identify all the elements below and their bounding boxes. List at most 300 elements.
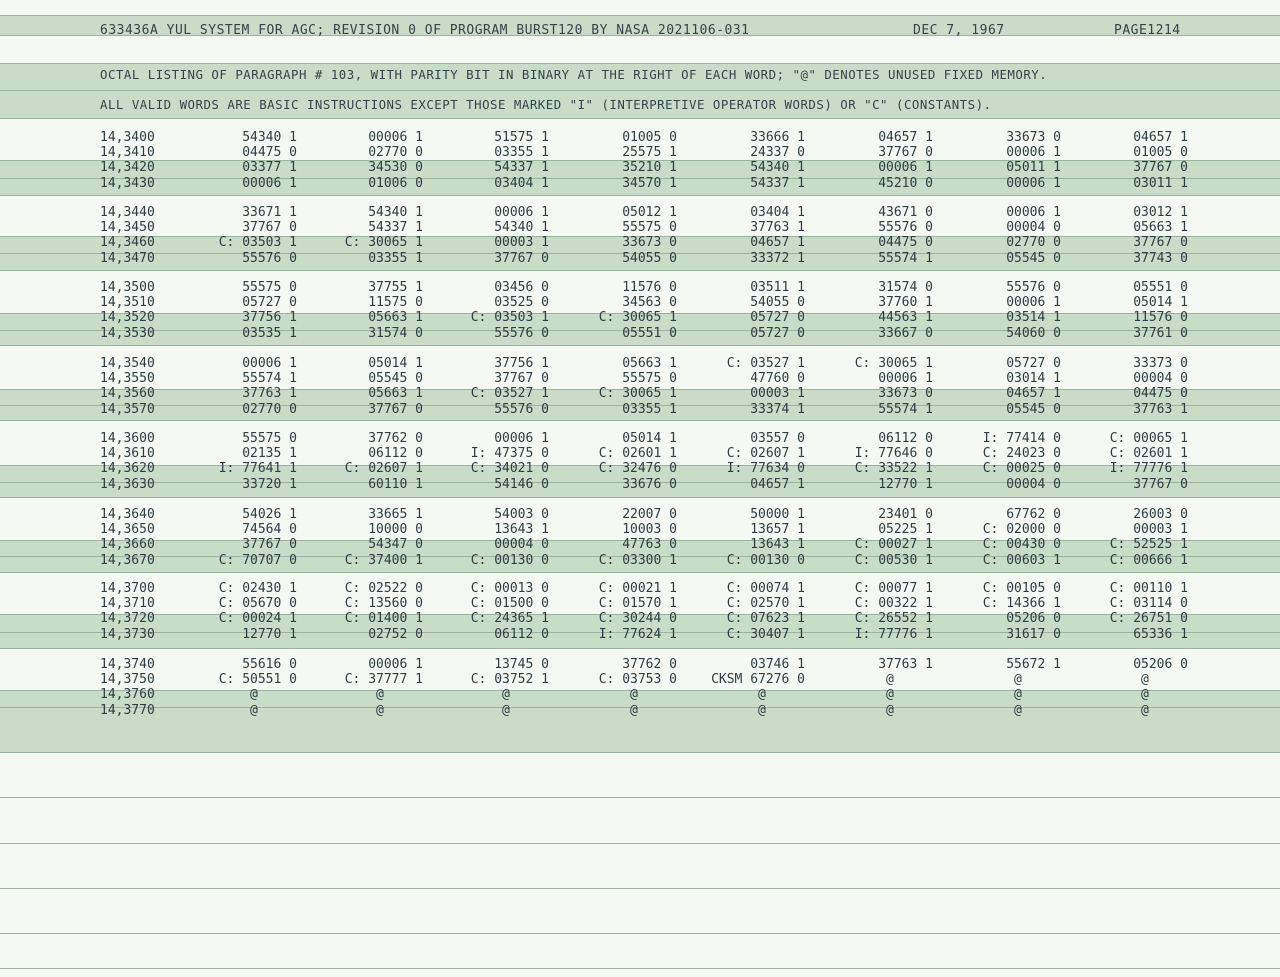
octal-word: 37767 0: [1133, 160, 1188, 176]
octal-word: 55574 1: [878, 401, 933, 417]
octal-word: 05225 1: [878, 522, 933, 538]
octal-word: 37767 0: [1133, 476, 1188, 492]
octal-word: 54055 0: [750, 295, 805, 311]
octal-word: C: 03752 1: [470, 672, 549, 688]
address-label: 14,3540: [100, 356, 155, 371]
octal-word: 00004 0: [1006, 220, 1061, 236]
octal-word: 05663 1: [368, 386, 423, 402]
rule-line: [0, 933, 1280, 934]
octal-word: @: [630, 702, 638, 718]
octal-word: 03514 1: [1006, 310, 1061, 326]
octal-word: 54146 0: [494, 476, 549, 492]
octal-word: 03525 0: [494, 295, 549, 311]
address-label: 14,3560: [100, 386, 155, 402]
octal-word: 25575 1: [622, 145, 677, 161]
octal-word: 05011 1: [1006, 160, 1061, 176]
rule-line: [0, 270, 1280, 271]
octal-word: 37767 0: [242, 220, 297, 236]
octal-word: 37743 0: [1133, 250, 1188, 266]
octal-word: C: 02601 1: [1109, 446, 1188, 462]
octal-word: @: [250, 702, 258, 718]
octal-word: 33665 1: [368, 507, 423, 522]
octal-word: 00006 1: [368, 130, 423, 145]
octal-word: 05663 1: [622, 356, 677, 371]
octal-word: 00006 1: [494, 431, 549, 446]
octal-word: C: 00105 0: [982, 581, 1061, 596]
octal-word: 04657 1: [1006, 386, 1061, 402]
octal-word: 02135 1: [242, 446, 297, 462]
octal-word: 33667 0: [878, 325, 933, 341]
octal-word: C: 34021 0: [470, 461, 549, 477]
octal-word: 05014 1: [368, 356, 423, 371]
octal-word: 34570 1: [622, 175, 677, 191]
octal-word: 03377 1: [242, 160, 297, 176]
octal-word: C: 02607 1: [344, 461, 423, 477]
octal-word: 37763 1: [1133, 401, 1188, 417]
octal-word: 37763 1: [878, 657, 933, 672]
octal-word: 37767 0: [494, 250, 549, 266]
address-label: 14,3650: [100, 522, 155, 538]
octal-word: 03746 1: [750, 657, 805, 672]
octal-word: 03511 1: [750, 280, 805, 295]
octal-word: 74564 0: [242, 522, 297, 538]
rule-line: [0, 15, 1280, 16]
octal-word: 22007 0: [622, 507, 677, 522]
octal-word: 11576 0: [1133, 310, 1188, 326]
address-label: 14,3640: [100, 507, 155, 522]
octal-word: @: [886, 672, 894, 688]
rule-line: [0, 843, 1280, 844]
octal-word: 05663 1: [368, 310, 423, 326]
octal-word: 67762 0: [1006, 507, 1061, 522]
header-page-number: PAGE1214: [1114, 23, 1181, 38]
octal-word: 37767 0: [368, 401, 423, 417]
octal-word: 04657 1: [878, 130, 933, 145]
octal-word: 54060 0: [1006, 325, 1061, 341]
octal-word: C: 00430 0: [982, 537, 1061, 553]
octal-word: 37760 1: [878, 295, 933, 311]
octal-word: 55574 1: [878, 250, 933, 266]
octal-word: 60110 1: [368, 476, 423, 492]
octal-word: 00004 0: [494, 537, 549, 553]
octal-word: C: 26552 1: [854, 611, 933, 627]
octal-word: 05551 0: [1133, 280, 1188, 295]
octal-word: 55575 0: [622, 220, 677, 236]
rule-line: [0, 195, 1280, 196]
octal-word: 04657 1: [1133, 130, 1188, 145]
octal-word: 37767 0: [242, 537, 297, 553]
octal-word: C: 50551 0: [218, 672, 297, 688]
octal-word: 54340 1: [494, 220, 549, 236]
octal-word: 12770 1: [878, 476, 933, 492]
rule-line: [0, 797, 1280, 798]
octal-word: @: [376, 687, 384, 703]
octal-word: 55575 0: [242, 280, 297, 295]
octal-word: 00003 1: [750, 386, 805, 402]
octal-word: C: 03503 1: [218, 235, 297, 251]
octal-word: 54337 1: [494, 160, 549, 176]
octal-word: 31574 0: [878, 280, 933, 295]
address-label: 14,3770: [100, 702, 155, 718]
octal-word: 37767 0: [878, 145, 933, 161]
octal-word: 47763 0: [622, 537, 677, 553]
octal-word: 03355 1: [622, 401, 677, 417]
octal-word: @: [376, 702, 384, 718]
octal-word: 06112 0: [878, 431, 933, 446]
octal-word: C: 00021 1: [598, 581, 677, 596]
octal-word: @: [1014, 687, 1022, 703]
octal-word: C: 26751 0: [1109, 611, 1188, 627]
octal-word: 37756 1: [494, 356, 549, 371]
octal-word: 24337 0: [750, 145, 805, 161]
octal-word: 05545 0: [1006, 401, 1061, 417]
octal-word: 05727 0: [242, 295, 297, 311]
rule-line: [0, 968, 1280, 969]
octal-word: 31617 0: [1006, 626, 1061, 642]
octal-word: 04475 0: [242, 145, 297, 161]
octal-word: C: 00530 1: [854, 552, 933, 568]
octal-word: I: 77776 1: [854, 626, 933, 642]
octal-word: C: 30244 0: [598, 611, 677, 627]
octal-word: 55574 1: [242, 371, 297, 387]
octal-word: C: 02570 1: [726, 596, 805, 612]
octal-word: 37763 1: [750, 220, 805, 236]
octal-word: 00006 1: [1006, 295, 1061, 311]
octal-word: 33720 1: [242, 476, 297, 492]
octal-word: C: 00074 1: [726, 581, 805, 596]
octal-word: 05663 1: [1133, 220, 1188, 236]
rule-line: [0, 420, 1280, 421]
octal-word: C: 00110 1: [1109, 581, 1188, 596]
octal-word: I: 77646 0: [854, 446, 933, 462]
octal-word: 33673 0: [622, 235, 677, 251]
octal-word: 54055 0: [622, 250, 677, 266]
octal-word: 45210 0: [878, 175, 933, 191]
octal-word: 03012 1: [1133, 205, 1188, 220]
octal-word: 00003 1: [494, 235, 549, 251]
octal-word: 54337 1: [368, 220, 423, 236]
octal-word: 03557 0: [750, 431, 805, 446]
octal-word: 03011 1: [1133, 175, 1188, 191]
octal-word: 13643 1: [494, 522, 549, 538]
octal-word: 01005 0: [622, 130, 677, 145]
octal-word: 55616 0: [242, 657, 297, 672]
octal-word: 55575 0: [622, 371, 677, 387]
octal-word: C: 24023 0: [982, 446, 1061, 462]
header-title: 633436A YUL SYSTEM FOR AGC; REVISION 0 OF PROGRAM BURST120 BY NASA 2021106-031: [100, 23, 750, 38]
octal-word: C: 00130 0: [726, 552, 805, 568]
octal-word: 06112 0: [368, 446, 423, 462]
octal-word: C: 03753 0: [598, 672, 677, 688]
octal-word: @: [886, 687, 894, 703]
octal-word: 10003 0: [622, 522, 677, 538]
rule-line: [0, 572, 1280, 573]
octal-word: 00006 1: [878, 160, 933, 176]
address-label: 14,3660: [100, 537, 155, 553]
octal-word: C: 30407 1: [726, 626, 805, 642]
address-label: 14,3570: [100, 401, 155, 417]
octal-word: C: 24365 1: [470, 611, 549, 627]
address-label: 14,3420: [100, 160, 155, 176]
octal-word: C: 14366 1: [982, 596, 1061, 612]
address-label: 14,3740: [100, 657, 155, 672]
octal-word: 05545 0: [368, 371, 423, 387]
address-label: 14,3600: [100, 431, 155, 446]
rule-line: [0, 690, 1280, 691]
octal-word: 03404 1: [750, 205, 805, 220]
octal-word: C: 00322 1: [854, 596, 933, 612]
octal-word: 55672 1: [1006, 657, 1061, 672]
address-label: 14,3520: [100, 310, 155, 326]
octal-word: C: 02522 0: [344, 581, 423, 596]
octal-word: 55576 0: [1006, 280, 1061, 295]
octal-word: 33374 1: [750, 401, 805, 417]
octal-word: 04657 1: [750, 476, 805, 492]
octal-word: 00004 0: [1006, 476, 1061, 492]
octal-word: 05206 0: [1006, 611, 1061, 627]
octal-word: 03355 1: [494, 145, 549, 161]
octal-word: I: 77641 1: [218, 461, 297, 477]
octal-word: 00004 0: [1133, 371, 1188, 387]
octal-word: 00006 1: [242, 175, 297, 191]
octal-word: C: 03114 0: [1109, 596, 1188, 612]
octal-word: C: 30065 1: [854, 356, 933, 371]
octal-word: C: 03300 1: [598, 552, 677, 568]
octal-word: C: 00603 1: [982, 552, 1061, 568]
address-label: 14,3460: [100, 235, 155, 251]
octal-word: C: 30065 1: [344, 235, 423, 251]
octal-word: 33673 0: [1006, 130, 1061, 145]
octal-word: 37767 0: [494, 371, 549, 387]
octal-word: 13657 1: [750, 522, 805, 538]
address-label: 14,3550: [100, 371, 155, 387]
rule-line: [0, 648, 1280, 649]
octal-word: 00006 1: [242, 356, 297, 371]
octal-word: C: 33522 1: [854, 461, 933, 477]
legend-line-1: OCTAL LISTING OF PARAGRAPH # 103, WITH PARITY BIT IN BINARY AT THE RIGHT OF EACH WORD; "@" DENOTES UNUSED FIXED MEMORY.: [100, 67, 1048, 82]
address-label: 14,3400: [100, 130, 155, 145]
octal-word: @: [630, 687, 638, 703]
octal-word: C: 00130 0: [470, 552, 549, 568]
octal-word: 00006 1: [878, 371, 933, 387]
octal-word: 02770 0: [1006, 235, 1061, 251]
octal-word: C: 02601 1: [598, 446, 677, 462]
octal-word: C: 07623 1: [726, 611, 805, 627]
octal-word: 44563 1: [878, 310, 933, 326]
octal-word: 01005 0: [1133, 145, 1188, 161]
octal-word: 37762 0: [368, 431, 423, 446]
octal-word: 54340 1: [242, 130, 297, 145]
octal-word: 26003 0: [1133, 507, 1188, 522]
address-label: 14,3470: [100, 250, 155, 266]
address-label: 14,3720: [100, 611, 155, 627]
octal-word: @: [758, 687, 766, 703]
octal-word: 33673 0: [878, 386, 933, 402]
octal-word: 10000 0: [368, 522, 423, 538]
address-label: 14,3750: [100, 672, 155, 688]
green-band: [0, 690, 1280, 752]
octal-word: 47760 0: [750, 371, 805, 387]
octal-word: 05727 0: [750, 310, 805, 326]
octal-word: C: 02430 1: [218, 581, 297, 596]
address-label: 14,3430: [100, 175, 155, 191]
octal-word: 03014 1: [1006, 371, 1061, 387]
octal-word: 00006 1: [494, 205, 549, 220]
header-date: DEC 7, 1967: [913, 23, 1005, 38]
rule-line: [0, 63, 1280, 64]
octal-word: C: 37400 1: [344, 552, 423, 568]
octal-word: C: 05670 0: [218, 596, 297, 612]
octal-word: 55576 0: [878, 220, 933, 236]
octal-word: 11576 0: [622, 280, 677, 295]
octal-word: 37761 0: [1133, 325, 1188, 341]
octal-word: 33671 1: [242, 205, 297, 220]
octal-word: @: [886, 702, 894, 718]
address-label: 14,3710: [100, 596, 155, 612]
octal-word: I: 77624 1: [598, 626, 677, 642]
octal-word: C: 02607 1: [726, 446, 805, 462]
octal-word: 04475 0: [1133, 386, 1188, 402]
octal-word: 35210 1: [622, 160, 677, 176]
octal-word: 37763 1: [242, 386, 297, 402]
octal-word: @: [502, 687, 510, 703]
octal-word: 02770 0: [242, 401, 297, 417]
octal-word: 54340 1: [368, 205, 423, 220]
address-label: 14,3620: [100, 461, 155, 477]
octal-word: 13745 0: [494, 657, 549, 672]
octal-word: 05545 0: [1006, 250, 1061, 266]
octal-word: 01006 0: [368, 175, 423, 191]
octal-word: 02770 0: [368, 145, 423, 161]
octal-word: 54026 1: [242, 507, 297, 522]
address-label: 14,3670: [100, 552, 155, 568]
octal-word: C: 32476 0: [598, 461, 677, 477]
address-label: 14,3700: [100, 581, 155, 596]
rule-line: [0, 707, 1280, 708]
octal-word: 34563 0: [622, 295, 677, 311]
octal-word: 00003 1: [1133, 522, 1188, 538]
octal-word: 54340 1: [750, 160, 805, 176]
octal-word: 05014 1: [622, 431, 677, 446]
octal-word: 37762 0: [622, 657, 677, 672]
octal-word: 55576 0: [494, 401, 549, 417]
octal-word: C: 00077 1: [854, 581, 933, 596]
octal-word: C: 37777 1: [344, 672, 423, 688]
octal-word: @: [758, 702, 766, 718]
octal-word: 11575 0: [368, 295, 423, 311]
octal-word: C: 03527 1: [726, 356, 805, 371]
rule-line: [0, 752, 1280, 753]
octal-word: 54003 0: [494, 507, 549, 522]
octal-word: C: 52525 1: [1109, 537, 1188, 553]
octal-word: C: 70707 0: [218, 552, 297, 568]
address-label: 14,3450: [100, 220, 155, 236]
octal-word: 55576 0: [242, 250, 297, 266]
octal-word: 43671 0: [878, 205, 933, 220]
octal-word: I: 77776 1: [1109, 461, 1188, 477]
octal-word: 37756 1: [242, 310, 297, 326]
octal-word: I: 47375 0: [470, 446, 549, 462]
rule-line: [0, 888, 1280, 889]
octal-word: 05727 0: [750, 325, 805, 341]
octal-word: 33676 0: [622, 476, 677, 492]
octal-word: 04657 1: [750, 235, 805, 251]
octal-word: C: 01500 0: [470, 596, 549, 612]
octal-word: C: 01570 1: [598, 596, 677, 612]
octal-word: C: 00065 1: [1109, 431, 1188, 446]
octal-word: 00006 1: [368, 657, 423, 672]
octal-word: 00006 1: [1006, 175, 1061, 191]
address-label: 14,3510: [100, 295, 155, 311]
octal-word: I: 77414 0: [982, 431, 1061, 446]
octal-word: C: 00666 1: [1109, 552, 1188, 568]
octal-word: 13643 1: [750, 537, 805, 553]
octal-word: @: [1014, 672, 1022, 688]
octal-word: 00006 1: [1006, 205, 1061, 220]
octal-word: @: [1141, 702, 1149, 718]
octal-word: 05206 0: [1133, 657, 1188, 672]
address-label: 14,3760: [100, 687, 155, 703]
octal-word: 03355 1: [368, 250, 423, 266]
octal-word: C: 13560 0: [344, 596, 423, 612]
octal-word: 03404 1: [494, 175, 549, 191]
octal-word: 33373 0: [1133, 356, 1188, 371]
octal-word: 55576 0: [494, 325, 549, 341]
octal-word: 33372 1: [750, 250, 805, 266]
octal-word: @: [250, 687, 258, 703]
octal-word: 12770 1: [242, 626, 297, 642]
address-label: 14,3610: [100, 446, 155, 462]
octal-word: 54337 1: [750, 175, 805, 191]
octal-word: C: 00025 0: [982, 461, 1061, 477]
octal-word: 23401 0: [878, 507, 933, 522]
octal-word: 06112 0: [494, 626, 549, 642]
octal-word: I: 77634 0: [726, 461, 805, 477]
octal-word: C: 30065 1: [598, 386, 677, 402]
octal-word: 05727 0: [1006, 356, 1061, 371]
rule-line: [0, 118, 1280, 119]
rule-line: [0, 90, 1280, 91]
octal-word: C: 01400 1: [344, 611, 423, 627]
octal-word: 31574 0: [368, 325, 423, 341]
address-label: 14,3530: [100, 325, 155, 341]
octal-word: 37767 0: [1133, 235, 1188, 251]
octal-word: C: 02000 0: [982, 522, 1061, 538]
octal-word: @: [1141, 672, 1149, 688]
octal-word: C: 00027 1: [854, 537, 933, 553]
address-label: 14,3410: [100, 145, 155, 161]
octal-word: @: [1141, 687, 1149, 703]
octal-word: C: 30065 1: [598, 310, 677, 326]
octal-word: 05014 1: [1133, 295, 1188, 311]
octal-word: C: 03527 1: [470, 386, 549, 402]
octal-word: 54347 0: [368, 537, 423, 553]
octal-word: 55575 0: [242, 431, 297, 446]
octal-word: C: 00013 0: [470, 581, 549, 596]
address-label: 14,3630: [100, 476, 155, 492]
rule-line: [0, 345, 1280, 346]
rule-line: [0, 497, 1280, 498]
octal-word: @: [502, 702, 510, 718]
octal-word: 05551 0: [622, 325, 677, 341]
octal-word: 00006 1: [1006, 145, 1061, 161]
octal-word: 37755 1: [368, 280, 423, 295]
octal-word: 05012 1: [622, 205, 677, 220]
octal-word: 04475 0: [878, 235, 933, 251]
octal-word: @: [1014, 702, 1022, 718]
octal-word: 02752 0: [368, 626, 423, 642]
octal-word: 51575 1: [494, 130, 549, 145]
